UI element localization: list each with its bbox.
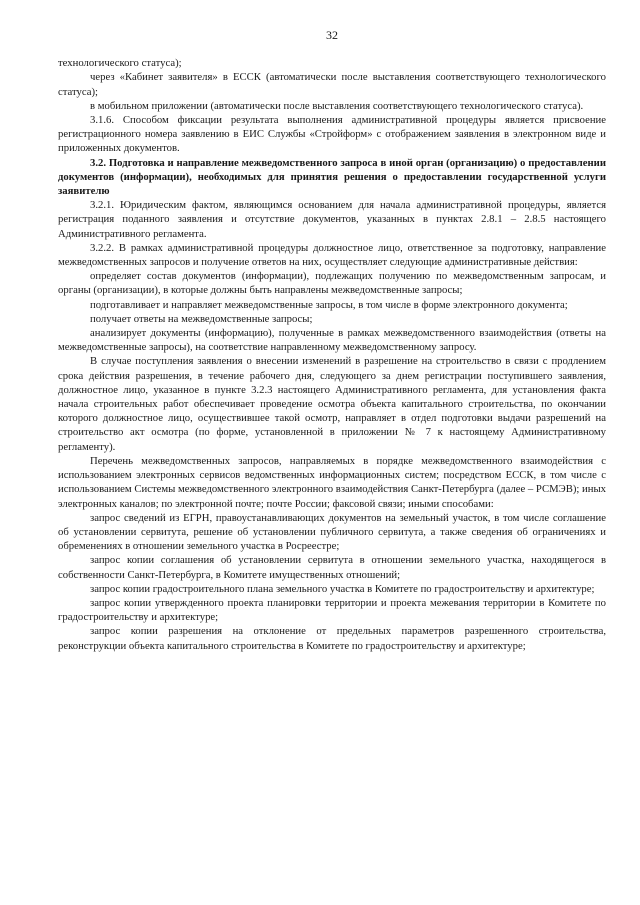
paragraph: в мобильном приложении (автоматически после выставления соответствующего технологического статуса). xyxy=(90,99,584,112)
paragraph: 3.1.6. Способом фиксации результата выполнения административной процедуры является присвоение регистрационного номера заявлению в ЕИС Службы «Стройформ» с отображением заявления в электронном виде и приложенных документов. xyxy=(58,114,606,155)
paragraph: В случае поступления заявления о внесении изменений в разрешение на строительство в связи с продлением срока действия разрешения, в течение рабочего дня, следующего за днем регистрации поступившего заявления, должностное лицо, указанное в пункте 3.2.3 настоящего Административного регламента, для установления факта начала строительных работ обеспечивает проведение осмотра объекта капитального строительства, по окончании которого должностное лицо, осуществившее такой осмотр, направляет в отдел подготовки выдачи разрешений на строительство акт осмотра (по форме, установленной в приложении № 7 к настоящему Административному регламенту). xyxy=(58,355,606,453)
paragraph: технологического статуса); xyxy=(58,57,182,70)
paragraph: определяет состав документов (информации), подлежащих получению по межведомственным запросам, и органы (организации), в которые должны быть направлены межведомственные запросы; xyxy=(58,270,606,297)
paragraph: 3.2.1. Юридическим фактом, являющимся основанием для начала административной процедуры, является регистрация поданного заявления и отсутствие документов, указанных в пунктах 2.8.1 – 2.8.5 настоящего Административного регламента. xyxy=(58,199,606,240)
page-number: 32 xyxy=(326,28,338,42)
section-heading: 3.2. Подготовка и направление межведомственного запроса в иной орган (организацию) о предоставлении документов (информации), необходимых для принятия решения о предоставлении государственной услуги заявителю xyxy=(58,156,606,198)
paragraph: подготавливает и направляет межведомственные запросы, в том числе в форме электронного документа; xyxy=(90,298,568,311)
paragraph: запрос копии градостроительного плана земельного участка в Комитете по градостроительству и архитектуре; xyxy=(90,582,595,595)
paragraph: 3.2.2. В рамках административной процедуры должностное лицо, ответственное за подготовку, направление межведомственных запросов и получение ответов на них, осуществляет следующие административные действия: xyxy=(58,241,606,269)
paragraph: запрос сведений из ЕГРН, правоустанавливающих документов на земельный участок, в том числе соглашение об установлении сервитута, решение об установлении публичного сервитута, а также сведения об ограничениях и обременениях в отношении земельного участка в Росреестре; xyxy=(58,511,606,553)
paragraph: анализирует документы (информацию), полученные в рамках межведомственного взаимодействия (ответы на межведомственные запросы), на соответствие направленному межведомственному запросу. xyxy=(58,327,606,354)
paragraph: получает ответы на межведомственные запросы; xyxy=(90,312,313,325)
document-body xyxy=(58,56,606,653)
paragraph: Перечень межведомственных запросов, направляемых в порядке межведомственного взаимодействия с использованием электронных сервисов ведомственных информационных систем; посредством ЕССК, в том числе с использованием Системы межведомственного электронного взаимодействия Санкт-Петербурга (далее – РСМЭВ); иных электронных каналов; по электронной почте; почте России; факсовой связи; иными способами: xyxy=(58,454,606,510)
paragraph: запрос копии разрешения на отклонение от предельных параметров разрешенного строительства, реконструкции объекта капитального строительства в Комитете по градостроительству и архитектуре; xyxy=(58,625,606,652)
paragraph: запрос копии утвержденного проекта планировки территории и проекта межевания территории в Комитете по градостроительству и архитектуре; xyxy=(58,596,606,624)
paragraph: запрос копии соглашения об установлении сервитута в отношении земельного участка, находящегося в собственности Санкт-Петербурга, в Комитете имущественных отношений; xyxy=(58,554,606,581)
paragraph: через «Кабинет заявителя» в ЕССК (автоматически после выставления соответствующего технологического статуса); xyxy=(58,71,606,98)
